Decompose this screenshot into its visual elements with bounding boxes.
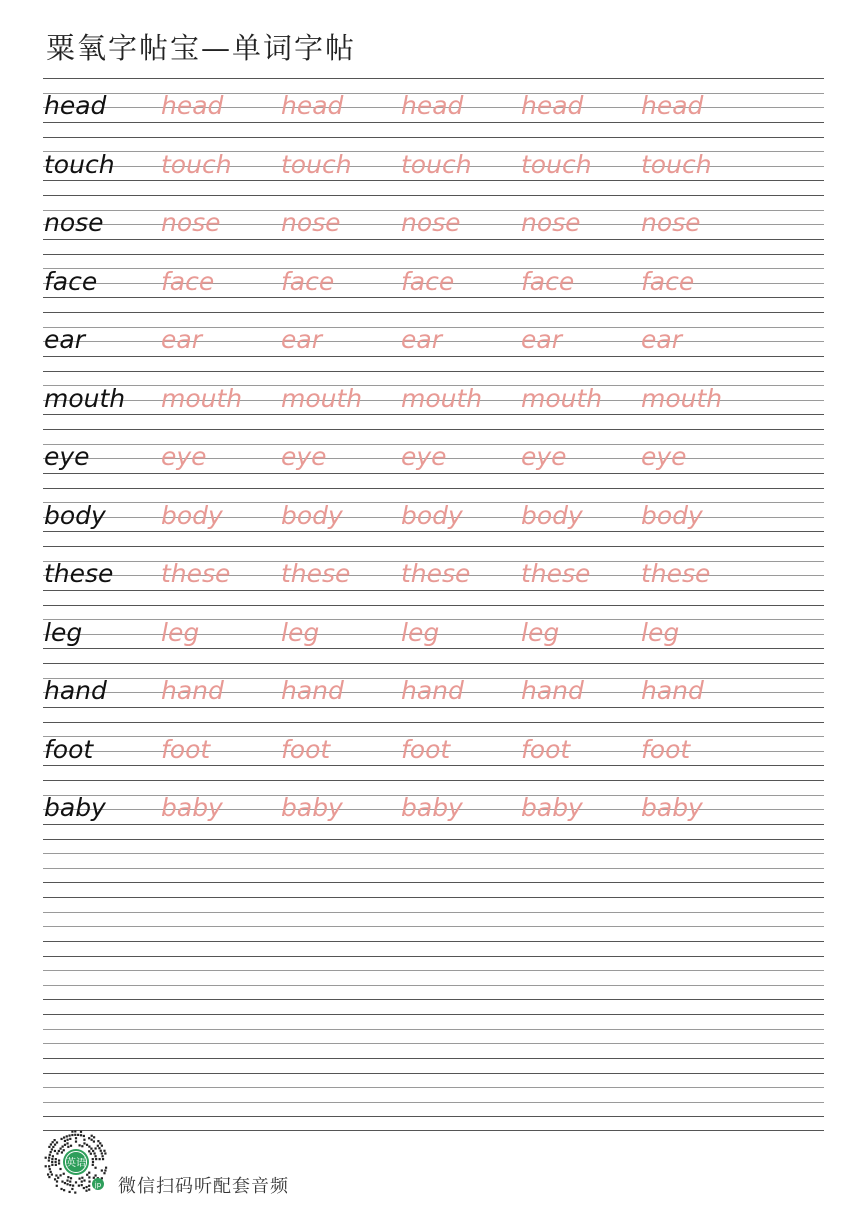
qr-dot <box>45 1165 47 1167</box>
qr-dot <box>88 1172 90 1174</box>
qr-dot <box>92 1150 94 1152</box>
qr-dot <box>49 1154 51 1156</box>
qr-dot <box>75 1181 77 1183</box>
qr-dot <box>56 1152 58 1154</box>
qr-dot <box>74 1191 76 1193</box>
qr-dot <box>92 1164 94 1166</box>
qr-dot <box>88 1150 90 1152</box>
qr-dot <box>88 1137 90 1139</box>
qr-dot <box>91 1139 93 1141</box>
footer-text: 微信扫码听配套音频 <box>118 1176 289 1197</box>
qr-dot <box>54 1178 56 1180</box>
qr-dot <box>55 1161 57 1163</box>
qr-dot <box>51 1164 53 1166</box>
model-word: ear <box>44 325 85 354</box>
qr-dot <box>99 1142 101 1144</box>
model-word: body <box>44 500 106 530</box>
qr-dot <box>48 1176 50 1178</box>
qr-dot <box>54 1144 56 1146</box>
handwriting-sheet <box>43 70 824 1130</box>
trace-word[interactable]: body <box>521 500 583 530</box>
guide-line <box>43 1102 824 1103</box>
trace-word[interactable]: ear <box>641 325 682 354</box>
trace-word[interactable]: ear <box>161 325 202 354</box>
qr-dot <box>55 1174 57 1176</box>
trace-word[interactable]: mouth <box>401 383 483 413</box>
trace-word[interactable]: face <box>281 266 335 296</box>
qr-dot <box>62 1145 64 1147</box>
qr-dot <box>48 1157 50 1159</box>
trace-word[interactable]: baby <box>161 793 223 822</box>
qr-dot <box>99 1158 101 1160</box>
trace-word[interactable]: head <box>401 91 464 120</box>
qr-dot <box>47 1173 49 1175</box>
model-word: mouth <box>44 383 126 413</box>
qr-dot <box>55 1164 57 1166</box>
trace-word[interactable]: leg <box>281 617 320 647</box>
guide-line <box>43 956 824 957</box>
model-word: touch <box>44 149 115 179</box>
qr-dot <box>93 1152 95 1154</box>
word-row <box>43 371 824 429</box>
model-word: face <box>44 266 98 296</box>
qr-dot <box>69 1138 71 1140</box>
trace-word[interactable]: eye <box>281 442 327 471</box>
trace-word[interactable]: these <box>281 559 351 588</box>
qr-dot <box>98 1147 100 1149</box>
guide-line <box>43 882 824 883</box>
qr-dot <box>83 1142 85 1144</box>
guide-line <box>43 1073 824 1074</box>
qr-dot <box>63 1173 65 1175</box>
trace-word[interactable]: face <box>401 266 455 296</box>
trace-word[interactable]: these <box>521 559 591 588</box>
qr-dot <box>64 1140 66 1142</box>
trace-word[interactable]: baby <box>401 793 463 822</box>
trace-word[interactable]: touch <box>641 149 712 179</box>
qr-dot <box>58 1150 60 1152</box>
trace-word[interactable]: foot <box>401 734 451 764</box>
trace-word[interactable]: hand <box>521 676 584 705</box>
model-word: hand <box>44 676 107 705</box>
word-row <box>43 137 824 195</box>
trace-word[interactable]: foot <box>641 734 691 764</box>
qr-dot <box>57 1177 59 1179</box>
guide-line <box>43 1116 824 1117</box>
model-word: head <box>44 91 107 120</box>
qr-dot <box>93 1140 95 1142</box>
trace-word[interactable]: head <box>161 91 224 120</box>
qr-dot <box>59 1148 61 1150</box>
qr-dot <box>45 1157 47 1159</box>
trace-word[interactable]: baby <box>281 793 343 822</box>
qr-dot <box>54 1150 56 1152</box>
trace-word[interactable]: body <box>401 500 463 530</box>
footer <box>42 1128 442 1198</box>
qr-dot <box>66 1179 68 1181</box>
qr-dot <box>60 1188 62 1190</box>
qr-dot <box>56 1141 58 1143</box>
qr-dot <box>68 1191 70 1193</box>
qr-dot <box>50 1151 52 1153</box>
qr-dot <box>51 1148 53 1150</box>
trace-word[interactable]: body <box>281 500 343 530</box>
qr-dot <box>52 1155 54 1157</box>
trace-word[interactable]: head <box>281 91 344 120</box>
qr-dot <box>66 1135 68 1137</box>
trace-word[interactable]: mouth <box>521 383 603 413</box>
qr-dot <box>105 1167 107 1169</box>
guide-line <box>43 985 824 986</box>
qr-dot <box>55 1158 57 1160</box>
qr-dot <box>94 1155 96 1157</box>
qr-dot <box>67 1146 69 1148</box>
qr-dot <box>51 1161 53 1163</box>
guide-line <box>43 941 824 942</box>
word-row <box>43 780 824 838</box>
guide-line <box>43 853 824 854</box>
trace-word[interactable]: nose <box>281 208 341 237</box>
qr-dot <box>103 1172 105 1174</box>
guide-line <box>43 1043 824 1044</box>
qr-dot <box>104 1152 106 1154</box>
qr-dot <box>77 1134 79 1136</box>
qr-dot <box>71 1134 73 1136</box>
model-word: nose <box>44 208 104 237</box>
qr-dot <box>69 1180 71 1182</box>
trace-word[interactable]: foot <box>521 734 571 764</box>
qr-dot <box>74 1134 76 1136</box>
guide-line <box>43 999 824 1000</box>
qr-dot <box>86 1174 88 1176</box>
word-row <box>43 78 824 136</box>
qr-dot <box>59 1174 61 1176</box>
trace-word[interactable]: touch <box>401 149 472 179</box>
qr-dot <box>90 1148 92 1150</box>
qr-dot <box>94 1147 96 1149</box>
qr-dot <box>48 1165 50 1167</box>
qr-dot <box>101 1169 103 1171</box>
guide-line <box>43 926 824 927</box>
qr-dot <box>78 1185 80 1187</box>
qr-dot <box>71 1188 73 1190</box>
trace-word[interactable]: face <box>521 266 575 296</box>
qr-dot <box>71 1131 73 1133</box>
qr-dot <box>100 1150 102 1152</box>
qr-dot <box>92 1161 94 1163</box>
trace-word[interactable]: body <box>641 500 703 530</box>
word-row <box>43 722 824 780</box>
qr-dot <box>68 1134 70 1136</box>
qr-dot <box>85 1186 87 1188</box>
word-row <box>43 254 824 312</box>
trace-word[interactable]: body <box>161 500 223 530</box>
guide-line <box>43 1058 824 1059</box>
model-word: baby <box>44 793 106 822</box>
word-row <box>43 546 824 604</box>
qr-dot <box>72 1185 74 1187</box>
qr-dot <box>48 1146 50 1148</box>
qr-dot <box>66 1183 68 1185</box>
trace-word[interactable]: nose <box>521 208 581 237</box>
guide-line <box>43 868 824 869</box>
trace-word[interactable]: mouth <box>641 383 723 413</box>
qr-dot <box>54 1139 56 1141</box>
guide-line <box>43 1029 824 1030</box>
qr-dot <box>104 1169 106 1171</box>
guide-line <box>43 839 824 840</box>
trace-word[interactable]: nose <box>161 208 221 237</box>
word-row <box>43 312 824 370</box>
qr-dot <box>48 1159 50 1161</box>
trace-word[interactable]: leg <box>401 617 440 647</box>
qr-dot <box>50 1143 52 1145</box>
qr-dot <box>49 1168 51 1170</box>
guide-line <box>43 1014 824 1015</box>
trace-word[interactable]: eye <box>641 442 687 471</box>
qr-dot <box>81 1145 83 1147</box>
qr-dot <box>83 1139 85 1141</box>
qr-dot <box>94 1174 96 1176</box>
qr-dot <box>78 1144 80 1146</box>
qr-dot <box>61 1151 63 1153</box>
qr-dot <box>75 1137 77 1139</box>
qr-dot <box>83 1179 85 1181</box>
trace-word[interactable]: nose <box>401 208 461 237</box>
qr-dot <box>63 1136 65 1138</box>
qr-dot <box>90 1153 92 1155</box>
qr-dot <box>64 1182 66 1184</box>
qr-dot <box>88 1145 90 1147</box>
qr-dot <box>74 1130 76 1132</box>
qr-dot <box>94 1167 96 1169</box>
trace-word[interactable]: mouth <box>161 383 243 413</box>
trace-word[interactable]: hand <box>641 676 704 705</box>
qr-dot <box>86 1144 88 1146</box>
word-row <box>43 429 824 487</box>
model-word: foot <box>44 734 94 764</box>
qr-dot <box>63 1149 65 1151</box>
qr-dot <box>88 1185 90 1187</box>
trace-word[interactable]: head <box>521 91 584 120</box>
trace-word[interactable]: these <box>401 559 471 588</box>
trace-word[interactable]: leg <box>161 617 200 647</box>
qr-dot <box>97 1145 99 1147</box>
trace-word[interactable]: touch <box>281 149 352 179</box>
qr-dot <box>70 1177 72 1179</box>
trace-word[interactable]: hand <box>281 676 344 705</box>
qr-dot <box>93 1136 95 1138</box>
word-row <box>43 605 824 663</box>
qr-dot <box>101 1155 103 1157</box>
qr-dot <box>56 1185 58 1187</box>
qr-dot <box>75 1141 77 1143</box>
trace-word[interactable]: these <box>161 559 231 588</box>
trace-word[interactable]: eye <box>161 442 207 471</box>
trace-word[interactable]: baby <box>641 793 703 822</box>
qr-dot <box>66 1142 68 1144</box>
trace-word[interactable]: eye <box>401 442 447 471</box>
qr-dot <box>69 1184 71 1186</box>
qr-dot <box>50 1171 52 1173</box>
trace-word[interactable]: hand <box>401 676 464 705</box>
qr-dot <box>67 1176 69 1178</box>
qr-dot <box>61 1180 63 1182</box>
qr-dot <box>92 1158 94 1160</box>
trace-word[interactable]: leg <box>641 617 680 647</box>
qr-dot <box>102 1158 104 1160</box>
qr-dot <box>80 1131 82 1133</box>
qr-code-icon[interactable] <box>42 1128 110 1196</box>
qr-dot <box>103 1150 105 1152</box>
qr-dot <box>101 1145 103 1147</box>
qr-dot <box>70 1145 72 1147</box>
trace-word[interactable]: touch <box>161 149 232 179</box>
qr-dot <box>66 1139 68 1141</box>
page-title: 粟氧字帖宝—单词字帖 <box>46 31 357 65</box>
trace-word[interactable]: mouth <box>281 383 363 413</box>
guide-line <box>43 970 824 971</box>
qr-dot <box>80 1134 82 1136</box>
qr-dot <box>81 1184 83 1186</box>
qr-dot <box>85 1190 87 1192</box>
trace-word[interactable]: face <box>161 266 215 296</box>
qr-dot <box>83 1187 85 1189</box>
word-row <box>43 488 824 546</box>
qr-dot <box>81 1180 83 1182</box>
qr-dot <box>51 1158 53 1160</box>
qr-dot <box>101 1152 103 1154</box>
model-word: leg <box>44 617 83 647</box>
qr-dot <box>64 1144 66 1146</box>
trace-word[interactable]: ear <box>401 325 442 354</box>
trace-word[interactable]: touch <box>521 149 592 179</box>
qr-dot <box>97 1140 99 1142</box>
qr-corner-label: jp <box>94 1181 102 1189</box>
qr-dot <box>88 1180 90 1182</box>
qr-dot <box>60 1138 62 1140</box>
guide-line <box>43 1087 824 1088</box>
qr-badge-label: 英语 <box>66 1158 86 1169</box>
trace-word[interactable]: head <box>641 91 704 120</box>
model-word: these <box>44 559 114 588</box>
qr-dot <box>95 1158 97 1160</box>
qr-dot <box>93 1177 95 1179</box>
guide-line <box>43 912 824 913</box>
qr-dot <box>83 1135 85 1137</box>
qr-dot <box>51 1173 53 1175</box>
trace-word[interactable]: nose <box>641 208 701 237</box>
qr-dot <box>58 1159 60 1161</box>
qr-dot <box>58 1162 60 1164</box>
qr-dot <box>56 1180 58 1182</box>
trace-word[interactable]: these <box>641 559 711 588</box>
word-row <box>43 195 824 253</box>
qr-dot <box>88 1176 90 1178</box>
trace-word[interactable]: ear <box>521 325 562 354</box>
word-row <box>43 663 824 721</box>
trace-word[interactable]: leg <box>521 617 560 647</box>
qr-dot <box>91 1135 93 1137</box>
qr-dot <box>81 1177 83 1179</box>
model-word: eye <box>44 442 90 471</box>
guide-line <box>43 897 824 898</box>
qr-dot <box>78 1178 80 1180</box>
qr-dot <box>52 1146 54 1148</box>
trace-word[interactable]: hand <box>161 676 224 705</box>
trace-word[interactable]: baby <box>521 793 583 822</box>
qr-dot <box>59 1168 61 1170</box>
qr-dot <box>52 1141 54 1143</box>
trace-word[interactable]: ear <box>281 325 322 354</box>
trace-word[interactable]: foot <box>161 734 211 764</box>
trace-word[interactable]: foot <box>281 734 331 764</box>
trace-word[interactable]: eye <box>521 442 567 471</box>
qr-dot <box>88 1189 90 1191</box>
qr-dot <box>63 1189 65 1191</box>
trace-word[interactable]: face <box>641 266 695 296</box>
